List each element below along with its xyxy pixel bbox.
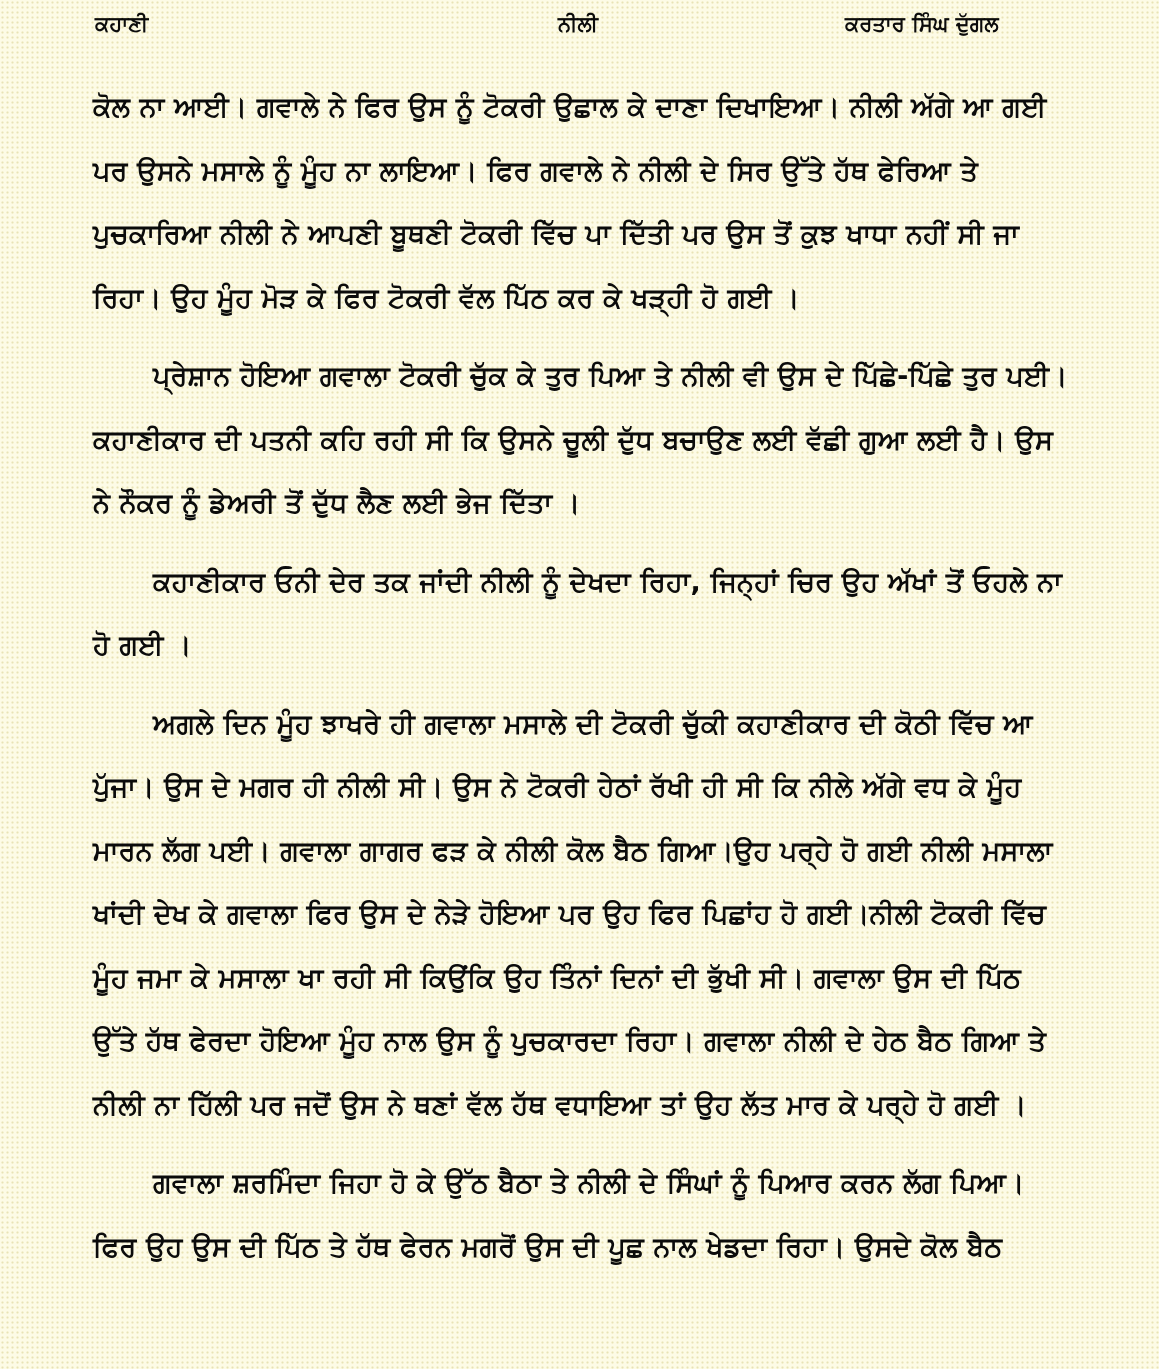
paragraph-4: ਅਗਲੇ ਦਿਨ ਮੂੰਹ ਝਾਖਰੇ ਹੀ ਗਵਾਲਾ ਮਸਾਲੇ ਦੀ ਟੋਕਰੀ ਚੁੱਕੀ ਕਹਾਣੀਕਾਰ ਦੀ ਕੋਠੀ ਵਿੱਚ ਆ ਪੁੱਜਾ। ਉਸ ਦੇ ਮਗਰ ਹੀ ਨੀਲੀ ਸੀ। ਉਸ ਨੇ ਟੋਕਰੀ ਹੇਠਾਂ ਰੱਖੀ ਹੀ ਸੀ ਕਿ ਨੀਲੇ ਅੱਗੇ ਵਧ ਕੇ ਮੂੰਹ ਮਾਰਨ ਲੱਗ ਪਈ। ਗਵਾਲਾ ਗਾਗਰ ਫੜ ਕੇ ਨੀਲੀ ਕੋਲ ਬੈਠ ਗਿਆ।ਉਹ ਪਰ੍ਹੇ ਹੋ ਗਈ ਨੀਲੀ ਮਸਾਲਾ ਖਾਂਦੀ ਦੇਖ ਕੇ ਗਵਾਲਾ ਫਿਰ ਉਸ ਦੇ ਨੇੜੇ ਹੋਇਆ ਪਰ ਉਹ ਫਿਰ ਪਿਛਾਂਹ ਹੋ ਗਈ।ਨੀਲੀ ਟੋਕਰੀ ਵਿੱਚ ਮੂੰਹ ਜਮਾ ਕੇ ਮਸਾਲਾ ਖਾ ਰਹੀ ਸੀ ਕਿਉਂਕਿ ਉਹ ਤਿੰਨਾਂ ਦਿਨਾਂ ਦੀ ਭੁੱਖੀ ਸੀ। ਗਵਾਲਾ ਉਸ ਦੀ ਪਿੱਠ ਉੱਤੇ ਹੱਥ ਫੇਰਦਾ ਹੋਇਆ ਮੂੰਹ ਨਾਲ ਉਸ ਨੂੰ ਪੁਚਕਾਰਦਾ ਰਿਹਾ। ਗਵਾਲਾ ਨੀਲੀ ਦੇ ਹੇਠ ਬੈਠ ਗਿਆ ਤੇ ਨੀਲੀ ਨਾ ਹਿੱਲੀ ਪਰ ਜਦੋਂ ਉਸ ਨੇ ਥਣਾਂ ਵੱਲ ਹੱਥ ਵਧਾਇਆ ਤਾਂ ਉਹ ਲੱਤ ਮਾਰ ਕੇ ਪਰ੍ਹੇ ਹੋ ਗਈ । [93,708,1053,1121]
paragraph-5: ਗਵਾਲਾ ਸ਼ਰਮਿੰਦਾ ਜਿਹਾ ਹੋ ਕੇ ਉੱਠ ਬੈਠਾ ਤੇ ਨੀਲੀ ਦੇ ਸਿੰਘਾਂ ਨੂੰ ਪਿਆਰ ਕਰਨ ਲੱਗ ਪਿਆ। ਫਿਰ ਉਹ ਉਸ ਦੀ ਪਿੱਠ ਤੇ ਹੱਥ ਫੇਰਨ ਮਗਰੋਂ ਉਸ ਦੀ ਪੂਛ ਨਾਲ ਖੇਡਦਾ ਰਿਹਾ। ਉਸਦੇ ਕੋਲ ਬੈਠ [93,1168,1025,1263]
story-body [93,76,1068,1294]
header-author: ਕਰਤਾਰ ਸਿੰਘ ਦੁੱਗਲ [845,12,999,36]
header-story-title: ਨੀਲੀ [558,12,598,36]
paragraph-3: ਕਹਾਣੀਕਾਰ ਓਨੀ ਦੇਰ ਤਕ ਜਾਂਦੀ ਨੀਲੀ ਨੂੰ ਦੇਖਦਾ ਰਿਹਾ, ਜਿਨ੍ਹਾਂ ਚਿਰ ਉਹ ਅੱਖਾਂ ਤੋਂ ਓਹਲੇ ਨਾ ਹੋ ਗਈ । [93,566,1063,661]
header-genre: ਕਹਾਣੀ [95,12,149,36]
paragraph-1: ਕੋਲ ਨਾ ਆਈ। ਗਵਾਲੇ ਨੇ ਫਿਰ ਉਸ ਨੂੰ ਟੋਕਰੀ ਉਛਾਲ ਕੇ ਦਾਣਾ ਦਿਖਾਇਆ। ਨੀਲੀ ਅੱਗੇ ਆ ਗਈ ਪਰ ਉਸਨੇ ਮਸਾਲੇ ਨੂੰ ਮੂੰਹ ਨਾ ਲਾਇਆ। ਫਿਰ ਗਵਾਲੇ ਨੇ ਨੀਲੀ ਦੇ ਸਿਰ ਉੱਤੇ ਹੱਥ ਫੇਰਿਆ ਤੇ ਪੁਚਕਾਰਿਆ ਨੀਲੀ ਨੇ ਆਪਣੀ ਬੂਥਣੀ ਟੋਕਰੀ ਵਿੱਚ ਪਾ ਦਿੱਤੀ ਪਰ ਉਸ ਤੋਂ ਕੁਝ ਖਾਧਾ ਨਹੀਂ ਸੀ ਜਾ ਰਿਹਾ। ਉਹ ਮੂੰਹ ਮੋੜ ਕੇ ਫਿਰ ਟੋਕਰੀ ਵੱਲ ਪਿੱਠ ਕਰ ਕੇ ਖੜ੍ਹੀ ਹੋ ਗਈ । [93,92,1047,314]
paragraph-2: ਪ੍ਰੇਸ਼ਾਨ ਹੋਇਆ ਗਵਾਲਾ ਟੋਕਰੀ ਚੁੱਕ ਕੇ ਤੁਰ ਪਿਆ ਤੇ ਨੀਲੀ ਵੀ ਉਸ ਦੇ ਪਿੱਛੇ-ਪਿੱਛੇ ਤੁਰ ਪਈ। ਕਹਾਣੀਕਾਰ ਦੀ ਪਤਨੀ ਕਹਿ ਰਹੀ ਸੀ ਕਿ ਉਸਨੇ ਚੂਲੀ ਦੁੱਧ ਬਚਾਉਣ ਲਈ ਵੱਛੀ ਗੁਆ ਲਈ ਹੈ। ਉਸ ਨੇ ਨੌਕਰ ਨੂੰ ਡੇਅਰੀ ਤੋਂ ਦੁੱਧ ਲੈਣ ਲਈ ਭੇਜ ਦਿੱਤਾ । [93,361,1068,519]
page-header [0,8,1159,44]
